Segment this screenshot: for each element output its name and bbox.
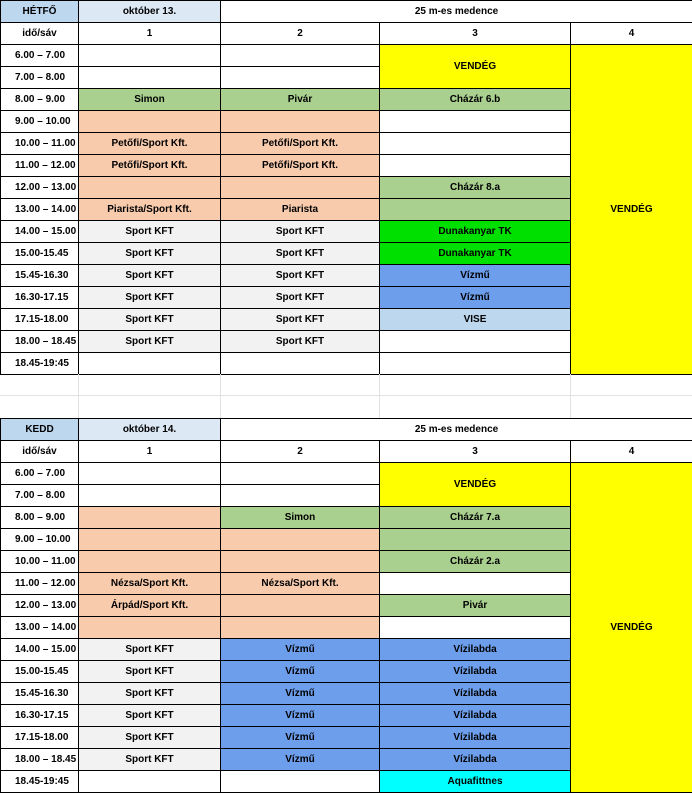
lane-header-row [1,441,692,463]
day-header-row [1,1,692,23]
lane-2-cell [221,45,380,67]
lane-header-2: 2 [221,23,380,45]
lane-1-cell: Árpád/Sport Kft. [79,595,221,617]
lane-4-cell: VENDÉG [571,463,692,793]
time-slot: 17.15-18.00 [1,727,79,749]
lane-1-cell [79,485,221,507]
lane-2-cell: Sport KFT [221,221,380,243]
lane-1-cell [79,617,221,639]
tuesday-schedule-table [0,418,692,793]
time-slot: 7.00 – 8.00 [1,485,79,507]
lane-1-cell [79,507,221,529]
lane-4-cell: VENDÉG [571,45,692,375]
lane-2-cell [221,177,380,199]
lane-3-cell: Vízilabda [380,661,571,683]
time-slot: 18.00 – 18.45 [1,331,79,353]
lane-1-cell: Petőfi/Sport Kft. [79,133,221,155]
lane-2-cell: Vízmű [221,639,380,661]
lane-3-cell [380,353,571,375]
lane-2-cell: Sport KFT [221,287,380,309]
lane-3-cell: Cházár 7.a [380,507,571,529]
lane-3-cell: Vízmű [380,265,571,287]
lane-3-cell: VENDÉG [380,45,571,89]
lane-2-cell [221,463,380,485]
lane-header-row [1,23,692,45]
lane-3-cell [380,111,571,133]
time-slot: 18.00 – 18.45 [1,749,79,771]
day-label: HÉTFŐ [1,1,79,23]
time-slot: 15.45-16.30 [1,265,79,287]
lane-2-cell: Vízmű [221,661,380,683]
time-slot: 6.00 – 7.00 [1,463,79,485]
section-spacer [0,374,692,418]
lane-1-cell: Sport KFT [79,221,221,243]
pool-label: 25 m-es medence [221,1,692,23]
time-slot: 16.30-17.15 [1,705,79,727]
lane-1-cell: Sport KFT [79,331,221,353]
time-slot: 18.45-19:45 [1,771,79,793]
monday-schedule-table [0,0,692,375]
lane-1-cell [79,111,221,133]
lane-header-1: 1 [79,23,221,45]
lane-1-cell [79,45,221,67]
date-label: október 13. [79,1,221,23]
lane-3-cell: Vízilabda [380,683,571,705]
lane-3-cell: Pivár [380,595,571,617]
lane-1-cell [79,463,221,485]
time-slot: 16.30-17.15 [1,287,79,309]
pool-label: 25 m-es medence [221,419,692,441]
lane-1-cell: Piarista/Sport Kft. [79,199,221,221]
time-slot: 15.00-15.45 [1,661,79,683]
lane-1-cell [79,529,221,551]
lane-3-cell: Dunakanyar TK [380,243,571,265]
lane-3-cell: Cházár 6.b [380,89,571,111]
time-slot: 11.00 – 12.00 [1,573,79,595]
lane-3-cell: VENDÉG [380,463,571,507]
time-lane-header: idő/sáv [1,23,79,45]
lane-1-cell: Sport KFT [79,683,221,705]
time-slot: 11.00 – 12.00 [1,155,79,177]
time-slot: 9.00 – 10.00 [1,111,79,133]
lane-1-cell: Sport KFT [79,309,221,331]
time-slot: 7.00 – 8.00 [1,67,79,89]
lane-3-cell [380,331,571,353]
lane-1-cell: Sport KFT [79,265,221,287]
time-slot: 17.15-18.00 [1,309,79,331]
lane-1-cell: Sport KFT [79,287,221,309]
time-slot: 13.00 – 14.00 [1,199,79,221]
time-slot: 8.00 – 9.00 [1,89,79,111]
lane-3-cell: Vízilabda [380,727,571,749]
lane-1-cell [79,771,221,793]
lane-3-cell [380,199,571,221]
lane-3-cell: Dunakanyar TK [380,221,571,243]
lane-3-cell: VISE [380,309,571,331]
lane-header-4: 4 [571,23,692,45]
time-slot: 9.00 – 10.00 [1,529,79,551]
lane-1-cell: Sport KFT [79,661,221,683]
lane-2-cell: Vízmű [221,705,380,727]
lane-1-cell [79,353,221,375]
lane-3-cell [380,155,571,177]
lane-2-cell [221,595,380,617]
lane-2-cell: Vízmű [221,727,380,749]
lane-1-cell: Nézsa/Sport Kft. [79,573,221,595]
lane-1-cell: Petőfi/Sport Kft. [79,155,221,177]
lane-2-cell [221,551,380,573]
lane-3-cell: Vízilabda [380,639,571,661]
table-row [1,45,692,67]
lane-3-cell: Vízmű [380,287,571,309]
day-label: KEDD [1,419,79,441]
lane-3-cell: Aquafittnes [380,771,571,793]
lane-1-cell [79,67,221,89]
time-slot: 10.00 – 11.00 [1,133,79,155]
lane-header-2: 2 [221,441,380,463]
time-slot: 18.45-19:45 [1,353,79,375]
lane-3-cell [380,529,571,551]
lane-1-cell: Sport KFT [79,705,221,727]
time-slot: 13.00 – 14.00 [1,617,79,639]
lane-1-cell: Sport KFT [79,639,221,661]
lane-3-cell [380,133,571,155]
lane-1-cell [79,177,221,199]
lane-2-cell: Petőfi/Sport Kft. [221,155,380,177]
lane-header-1: 1 [79,441,221,463]
day-header-row [1,419,692,441]
lane-header-4: 4 [571,441,692,463]
lane-1-cell: Simon [79,89,221,111]
lane-3-cell: Cházár 8.a [380,177,571,199]
lane-2-cell: Sport KFT [221,265,380,287]
lane-3-cell: Vízilabda [380,749,571,771]
lane-3-cell [380,573,571,595]
date-label: október 14. [79,419,221,441]
time-slot: 8.00 – 9.00 [1,507,79,529]
lane-header-3: 3 [380,23,571,45]
lane-header-3: 3 [380,441,571,463]
lane-2-cell [221,771,380,793]
lane-2-cell: Vízmű [221,749,380,771]
lane-1-cell [79,551,221,573]
lane-2-cell [221,617,380,639]
time-slot: 15.45-16.30 [1,683,79,705]
time-lane-header: idő/sáv [1,441,79,463]
lane-1-cell: Sport KFT [79,243,221,265]
lane-2-cell [221,485,380,507]
lane-2-cell: Pivár [221,89,380,111]
time-slot: 15.00-15.45 [1,243,79,265]
lane-3-cell [380,617,571,639]
table-row [1,463,692,485]
lane-2-cell [221,353,380,375]
lane-3-cell: Vízilabda [380,705,571,727]
lane-3-cell: Cházár 2.a [380,551,571,573]
lane-2-cell: Petőfi/Sport Kft. [221,133,380,155]
lane-2-cell: Sport KFT [221,331,380,353]
lane-2-cell: Piarista [221,199,380,221]
lane-2-cell: Nézsa/Sport Kft. [221,573,380,595]
lane-2-cell [221,111,380,133]
lane-2-cell: Sport KFT [221,309,380,331]
lane-2-cell: Simon [221,507,380,529]
time-slot: 14.00 – 15.00 [1,221,79,243]
lane-1-cell: Sport KFT [79,749,221,771]
lane-2-cell: Sport KFT [221,243,380,265]
lane-1-cell: Sport KFT [79,727,221,749]
time-slot: 12.00 – 13.00 [1,595,79,617]
time-slot: 12.00 – 13.00 [1,177,79,199]
time-slot: 14.00 – 15.00 [1,639,79,661]
time-slot: 10.00 – 11.00 [1,551,79,573]
lane-2-cell: Vízmű [221,683,380,705]
lane-2-cell [221,67,380,89]
lane-2-cell [221,529,380,551]
time-slot: 6.00 – 7.00 [1,45,79,67]
